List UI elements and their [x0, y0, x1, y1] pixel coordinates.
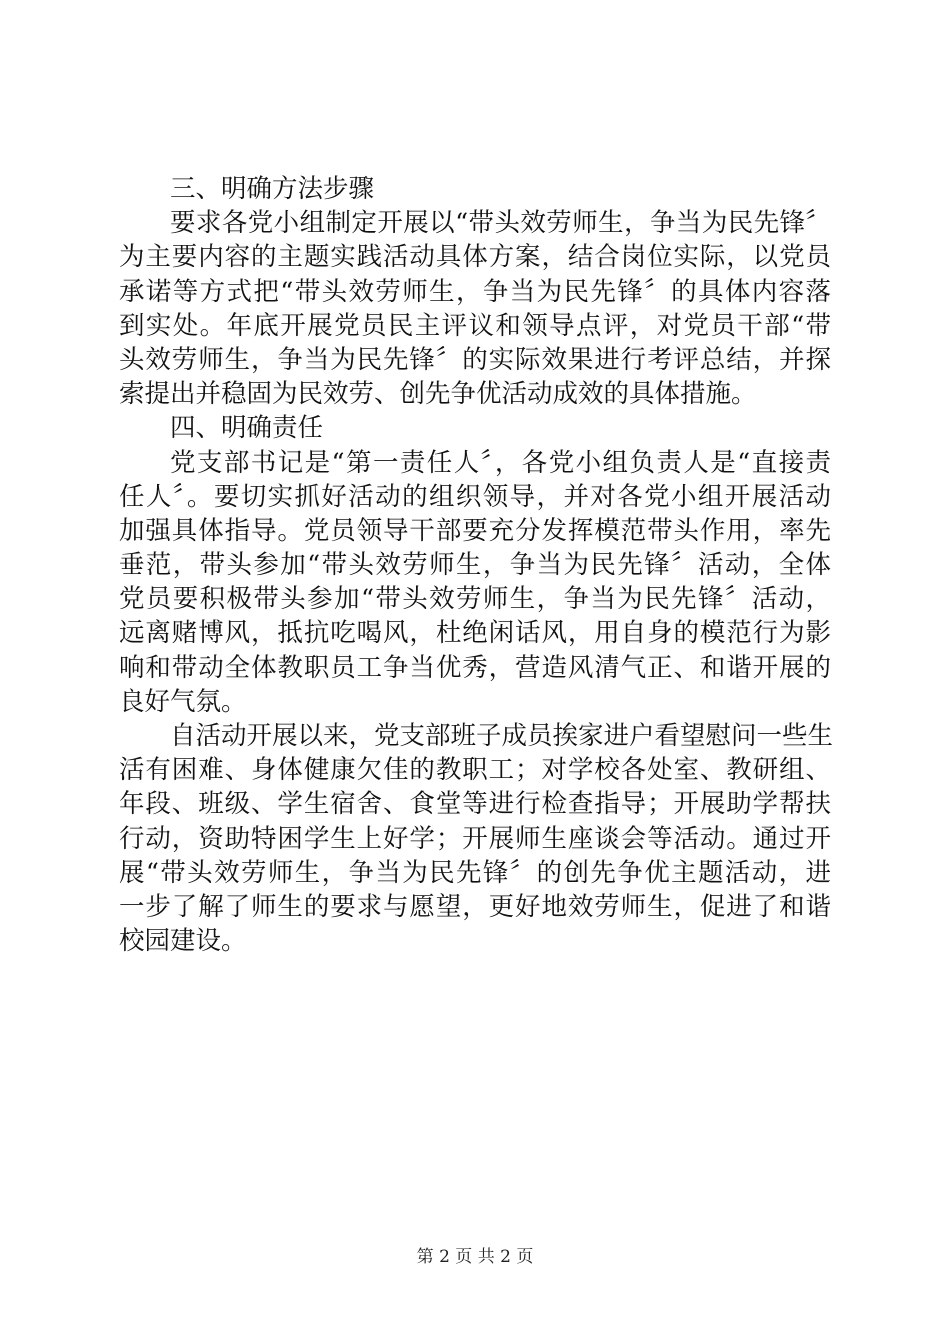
section-heading-methods: 三、明确方法步骤: [170, 174, 375, 204]
paragraph-line: 响和带动全体教职员工争当优秀，营造风清气正、和谐开展的: [119, 652, 831, 683]
paragraph-line: 垂范，带头参加“带头效劳师生，争当为民先锋〞活动，全体: [119, 550, 831, 581]
paragraph-line: 为主要内容的主题实践活动具体方案，结合岗位实际，以党员: [119, 242, 831, 273]
page-number-footer: 第 2 页 共 2 页: [416, 1247, 534, 1267]
paragraph-line: 行动，资助特困学生上好学；开展师生座谈会等活动。通过开: [119, 823, 831, 854]
document-body: [119, 172, 834, 958]
paragraph-line: 头效劳师生，争当为民先锋〞的实际效果进行考评总结，并探: [119, 344, 831, 375]
paragraph-line: 到实处。年底开展党员民主评议和领导点评，对党员干部“带: [119, 310, 831, 341]
paragraph-line: 展“带头效劳师生，争当为民先锋〞的创先争优主题活动，进: [119, 857, 831, 888]
section-heading-responsibility: 四、明确责任: [170, 413, 324, 444]
paragraph-line: 一步了解了师生的要求与愿望，更好地效劳师生，促进了和谐: [119, 891, 831, 922]
paragraph-line: 党支部书记是“第一责任人〞，各党小组负责人是“直接责: [170, 447, 831, 478]
paragraph-line: 索提出并稳固为民效劳、创先争优活动成效的具体措施。: [119, 379, 757, 410]
paragraph-line: 党员要积极带头参加“带头效劳师生，争当为民先锋〞活动，: [119, 584, 831, 615]
paragraph-line: 活有困难、身体健康欠佳的教职工；对学校各处室、教研组、: [119, 755, 831, 786]
paragraph-line: 校园建设。: [119, 926, 247, 957]
paragraph-line: 年段、班级、学生宿舍、食堂等进行检查指导；开展助学帮扶: [119, 789, 831, 820]
paragraph-line: 远离赌博风，抵抗吃喝风，杜绝闲话风，用自身的模范行为影: [119, 618, 831, 649]
paragraph-line: 任人〞。要切实抓好活动的组织领导，并对各党小组开展活动: [119, 481, 831, 512]
paragraph-line: 自活动开展以来，党支部班子成员挨家进户看望慰问一些生: [170, 721, 834, 751]
paragraph-line: 加强具体指导。党员领导干部要充分发挥模范带头作用，率先: [119, 515, 831, 546]
paragraph-line: 承诺等方式把“带头效劳师生，争当为民先锋〞的具体内容落: [119, 276, 831, 307]
paragraph-line: 要求各党小组制定开展以“带头效劳师生，争当为民先锋〞: [170, 208, 831, 239]
paragraph-line: 良好气氛。: [119, 686, 247, 717]
